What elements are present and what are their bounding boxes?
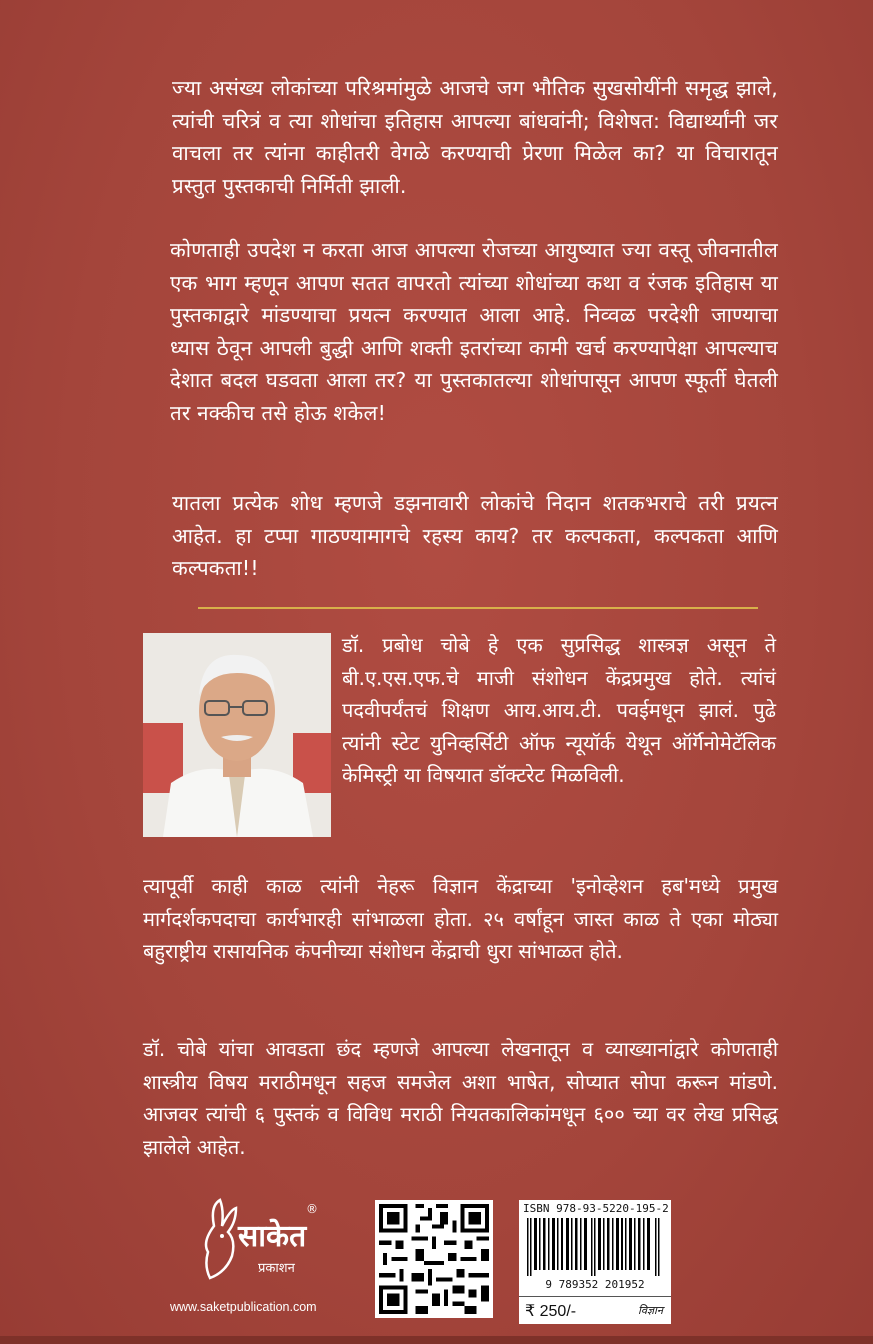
price: ₹ 250/- xyxy=(525,1303,577,1320)
isbn-label: ISBN 978-93-5220-195-2 xyxy=(523,1202,669,1215)
author-bio-hobby: डॉ. चोबे यांचा आवडता छंद म्हणजे आपल्या लेखनातून व व्याख्यानांद्वारे कोणताही शास्त्रीय विषय मराठीमधून सहज समजेल अशा भाषेत, सोप्यात सोपा करून मांडणे. आजवर त्यांची ६ पुस्तकं व विविध मराठी नियतकालिकांमधून ६०० च्या वर लेख प्रसिद्ध झालेले आहेत. xyxy=(143,1037,778,1159)
gold-divider xyxy=(198,607,758,609)
blurb-paragraph-1: ज्या असंख्य लोकांच्या परिश्रमांमुळे आजचे जग भौतिक सुखसोयींनी समृद्ध झाले, त्यांची चरित्रं व त्या शोधांचा इतिहास आपल्या बांधवांनी; विशेषत: विद्यार्थ्यांनी जर वाचला तर त्यांना काहीतरी वेगळे करण्याची प्रेरणा मिळेल का? या विचारातून प्रस्तुत पुस्तकाची निर्मिती झाली. xyxy=(172,76,778,198)
qr-code xyxy=(375,1200,493,1318)
category-label: विज्ञान xyxy=(638,1304,663,1317)
logo-subtext: प्रकाशन xyxy=(258,1261,295,1276)
qr-code-icon xyxy=(375,1200,493,1318)
publisher-website: www.saketpublication.com xyxy=(170,1300,317,1314)
bottom-edge xyxy=(0,1336,873,1344)
author-portrait-icon xyxy=(143,633,331,837)
blurb-paragraph-2: कोणताही उपदेश न करता आज आपल्या रोजच्या आयुष्यात ज्या वस्तू जीवनातील एक भाग म्हणून आपण सतत वापरतो त्यांच्या शोधांच्या कथा व रंजक इतिहास या पुस्तकाद्वारे मांडण्याचा प्रयत्न करण्यात आला आहे. निव्वळ परदेशी जाण्याचा ध्यास ठेवून आपली बुद्धी आणि शक्ती इतरांच्या कामी खर्च करण्यापेक्षा आपल्याच देशात बदल घडवता आला तर? या पुस्तकातल्या शोधांपासून आपण स्फूर्ती घेतली तर नक्कीच तसे होऊ शकेल! xyxy=(170,238,778,425)
author-photo xyxy=(143,633,331,837)
author-bio-beside-photo: डॉ. प्रबोध चोबे हे एक सुप्रसिद्ध शास्त्रज्ञ असून ते बी.ए.एस.एफ.चे माजी संशोधन केंद्रप्रमुख होते. त्यांचं पदवीपर्यंतचं शिक्षण आय.आय.टी. पवईमधून झालं. पुढे त्यांनी स्टेट युनिव्हर्सिटी ऑफ न्यूयॉर्क येथून ऑर्गॅनोमेटॅलिक केमिस्ट्री या विषयात डॉक्टरेट मिळविली. xyxy=(342,633,776,788)
registered-mark: ® xyxy=(306,1202,318,1216)
isbn-barcode-box xyxy=(519,1200,671,1324)
blurb-paragraph-3: यातला प्रत्येक शोध म्हणजे डझनावारी लोकांचे निदान शतकभराचे तरी प्रयत्न आहेत. हा टप्पा गाठण्यामागचे रहस्य काय? तर कल्पकता, कल्पकता आणि कल्पकता!! xyxy=(172,491,778,581)
price-row xyxy=(519,1296,671,1325)
barcode-number: 9 789352 201952 xyxy=(545,1278,645,1291)
author-bio-continued: त्यापूर्वी काही काळ त्यांनी नेहरू विज्ञान केंद्राच्या 'इनोव्हेशन हब'मध्ये प्रमुख मार्गदर्शकपदाचा कार्यभारही सांभाळला होता. २५ वर्षांहून जास्त काळ ते एका मोठ्या बहुराष्ट्रीय रासायनिक कंपनीच्या संशोधन केंद्राची धुरा सांभाळत होते. xyxy=(143,874,778,964)
logo-text: साकेत xyxy=(238,1219,307,1254)
publisher-logo xyxy=(196,1196,326,1296)
barcode-icon xyxy=(525,1218,665,1276)
